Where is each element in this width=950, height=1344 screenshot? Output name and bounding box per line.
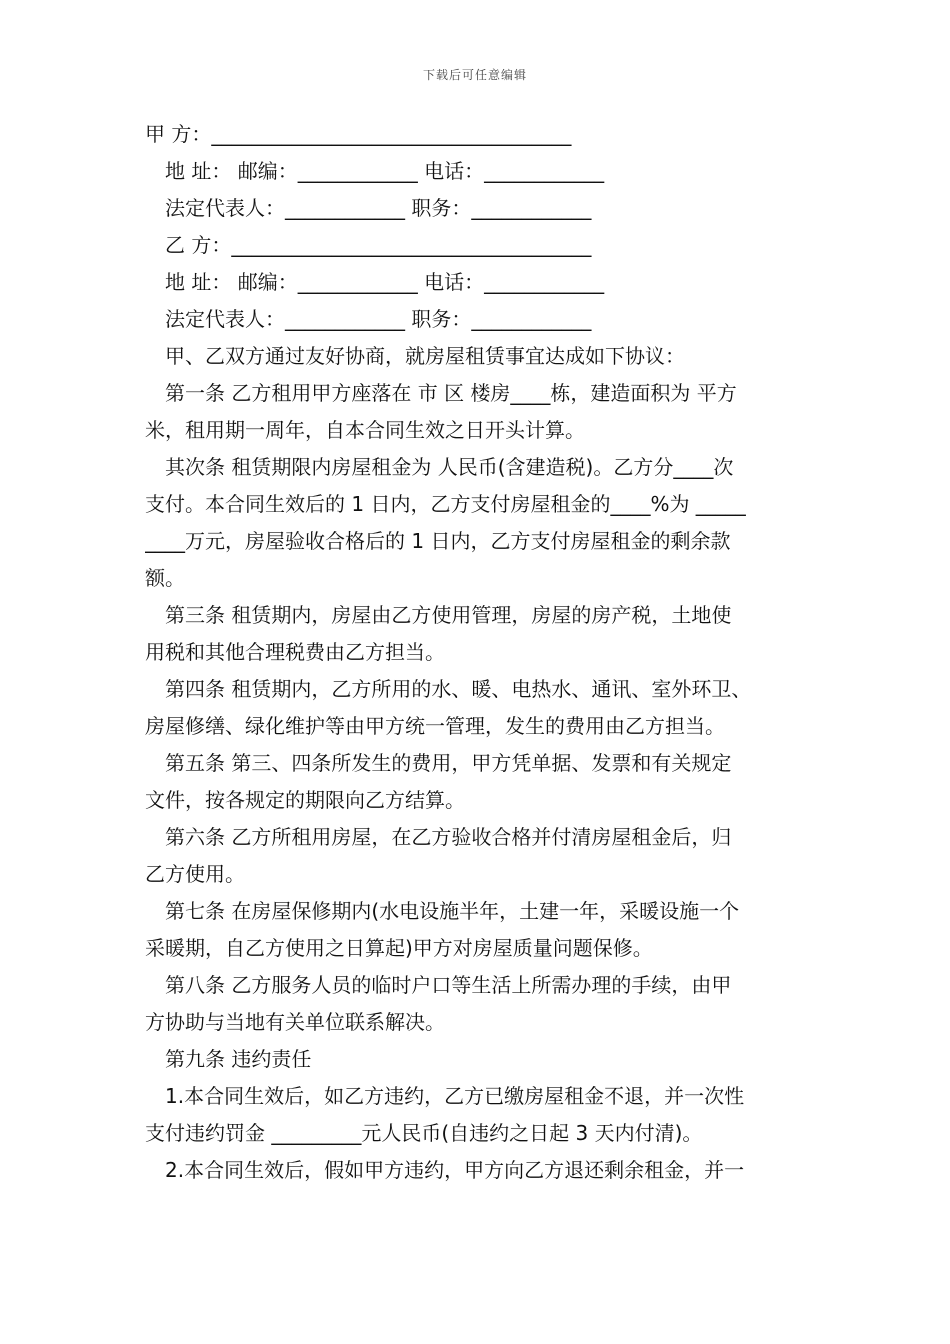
paragraph-line: 额。 (145, 566, 185, 590)
paragraph-line: 其次条 租赁期限内房屋租金为 人民币(含建造税)。乙方分____次 (165, 455, 734, 479)
paragraph-line: 第三条 租赁期内，房屋由乙方使用管理，房屋的房产税，土地使 (165, 603, 732, 627)
paragraph-line: 第六条 乙方所租用房屋，在乙方验收合格并付清房屋租金后，归 (165, 825, 732, 849)
paragraph-line: 房屋修缮、绿化维护等由甲方统一管理，发生的费用由乙方担当。 (145, 714, 725, 738)
paragraph-line: 文件，按各规定的期限向乙方结算。 (145, 788, 465, 812)
paragraph-line: 甲、乙双方通过友好协商，就房屋租赁事宜达成如下协议： (165, 344, 685, 368)
paragraph-line: 甲 方：____________________________________ (145, 122, 572, 146)
paragraph-line: 2.本合同生效后，假如甲方违约，甲方向乙方退还剩余租金，并一 (165, 1158, 745, 1182)
paragraph-line: 采暖期，自乙方使用之日算起)甲方对房屋质量问题保修。 (145, 936, 653, 960)
paragraph-line: 地 址： 邮编：____________ 电话：____________ (165, 270, 605, 294)
paragraph-line: 米，租用期一周年，自本合同生效之日开头计算。 (145, 418, 585, 442)
paragraph-line: 第九条 违约责任 (165, 1047, 312, 1071)
paragraph-line: 法定代表人：____________ 职务：____________ (165, 307, 592, 331)
paragraph-line: 乙方使用。 (145, 862, 245, 886)
paragraph-line: 地 址： 邮编：____________ 电话：____________ (165, 159, 605, 183)
paragraph-line: 第八条 乙方服务人员的临时户口等生活上所需办理的手续，由甲 (165, 973, 732, 997)
paragraph-line: 支付。本合同生效后的 1 日内，乙方支付房屋租金的____%为 _____ (145, 492, 746, 516)
paragraph-line: 支付违约罚金 _________元人民币(自违约之日起 3 天内付清)。 (145, 1121, 703, 1145)
paragraph-line: 第七条 在房屋保修期内(水电设施半年，土建一年，采暖设施一个 (165, 899, 740, 923)
paragraph-line: 1.本合同生效后，如乙方违约，乙方已缴房屋租金不退，并一次性 (165, 1084, 745, 1108)
paragraph-line: 乙 方：____________________________________ (165, 233, 592, 257)
document-body (145, 116, 810, 1189)
paragraph-line: 方协助与当地有关单位联系解决。 (145, 1010, 445, 1034)
paragraph-line: ____万元，房屋验收合格后的 1 日内，乙方支付房屋租金的剩余款 (145, 529, 731, 553)
paragraph-line: 法定代表人：____________ 职务：____________ (165, 196, 592, 220)
page-header: 下载后可任意编辑 (422, 68, 527, 82)
paragraph-line: 第一条 乙方租用甲方座落在 市 区 楼房____栋，建造面积为 平方 (165, 381, 737, 405)
paragraph-line: 用税和其他合理税费由乙方担当。 (145, 640, 445, 664)
paragraph-line: 第四条 租赁期内，乙方所用的水、暖、电热水、通讯、室外环卫、 (165, 677, 752, 701)
paragraph-line: 第五条 第三、四条所发生的费用，甲方凭单据、发票和有关规定 (165, 751, 732, 775)
